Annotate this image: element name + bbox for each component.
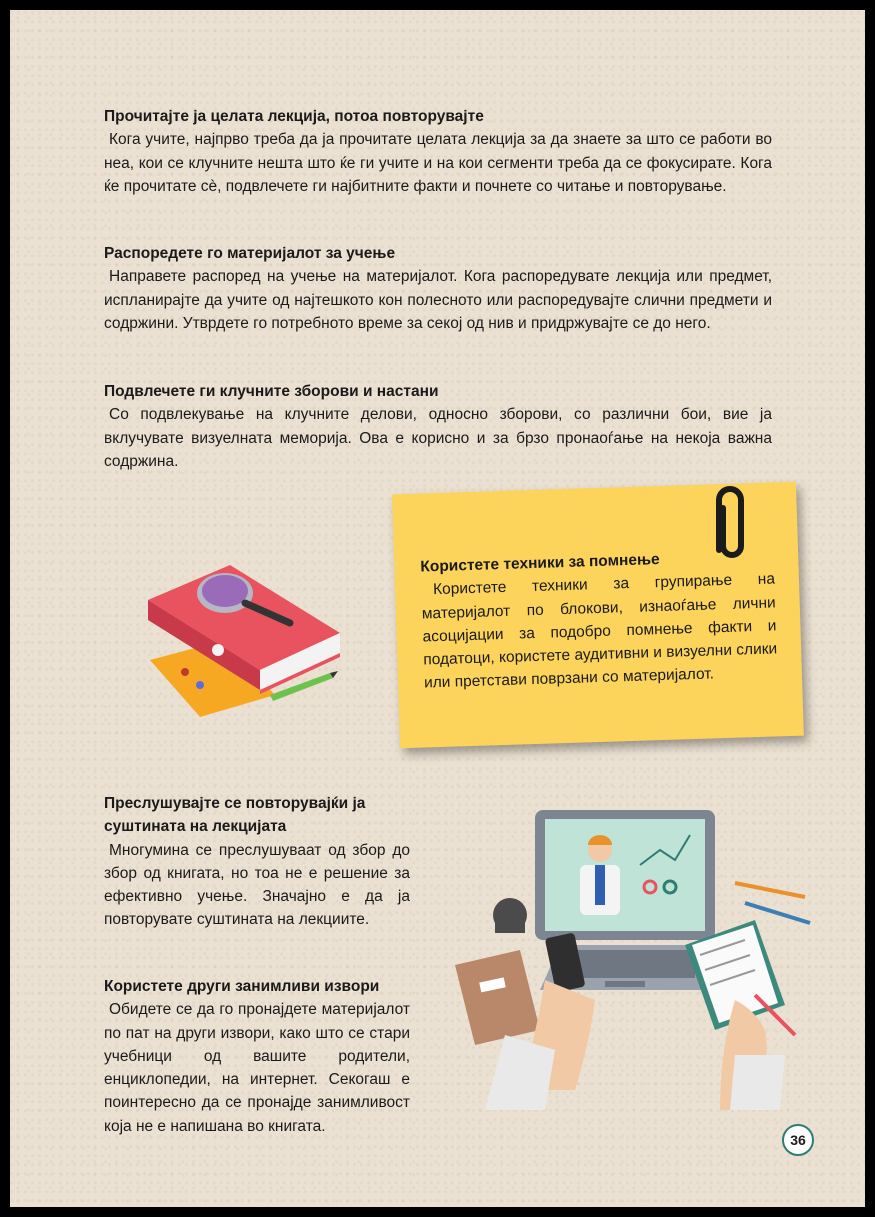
laptop-study-illustration [435, 805, 815, 1110]
binder-magnifier-illustration [130, 545, 350, 725]
section-read-whole-lesson [104, 105, 772, 198]
paperclip-icon [705, 480, 755, 570]
page-number: 36 [782, 1124, 814, 1156]
section-body: Со подвлекување на клучните делови, односно зборови, со различни бои, вие ја вклучувате визуелната меморија. Ова е корисно и за брзо пронаоѓање на некоја важна содржина. [104, 406, 772, 470]
section-body: Обидете се да го пронајдете материјалот по пат на други извори, како што се стари учебници од вашите родители, енциклопедии, на интернет. Секогаш е поинтересно да се пронајде занимливост која не е напишана во книгата. [104, 1001, 410, 1135]
page [10, 10, 865, 1207]
section-heading: Користете техники за помнење [420, 551, 660, 576]
section-self-test [104, 792, 410, 932]
section-heading: Користете други занимливи извори [104, 978, 380, 995]
section-heading: Прочитајте ја целата лекција, потоа повторувајте [104, 108, 484, 125]
section-heading: Распоредете го материјалот за учење [104, 245, 396, 262]
section-body: Користете техники за групирање на материјалот по блокови, изнаоѓање лични асоцијации за подобро помнење факти и податоци, користете аудитивни и визуелни слики или претстави поврзани со материјалот. [421, 570, 778, 692]
section-body: Направете распоред на учење на материјалот. Кога распоредувате лекција или предмет, испланирајте да учите од најтешкото кон полесното или распоредувајте слични предмети и содржини. Утврдете го потребното време за секој од нив и придржувајте се до него. [104, 268, 772, 332]
section-heading: Подвлечете ги клучните зборови и настани [104, 383, 439, 400]
section-heading: Преслушувајте се повторувајќи ја суштината на лекцијата [104, 795, 366, 836]
section-body: Кога учите, најпрво треба да ја прочитате целата лекција за да знаете за што се работи во неа, кои се клучните нешта што ќе ги учите и на кои сегменти треба да се фокусирате. Кога ќе прочитате сè, подвлечете ги најбитните факти и почнете со читање и повторување. [104, 131, 772, 195]
section-underline-keywords [104, 380, 772, 473]
section-schedule-material [104, 242, 772, 335]
section-body: Многумина се преслушуваат од збор до збор од книгата, но тоа не е решение за ефективно учење. Значајно е да ја повторувате суштината на лекциите. [104, 841, 410, 929]
section-other-sources [104, 975, 410, 1138]
